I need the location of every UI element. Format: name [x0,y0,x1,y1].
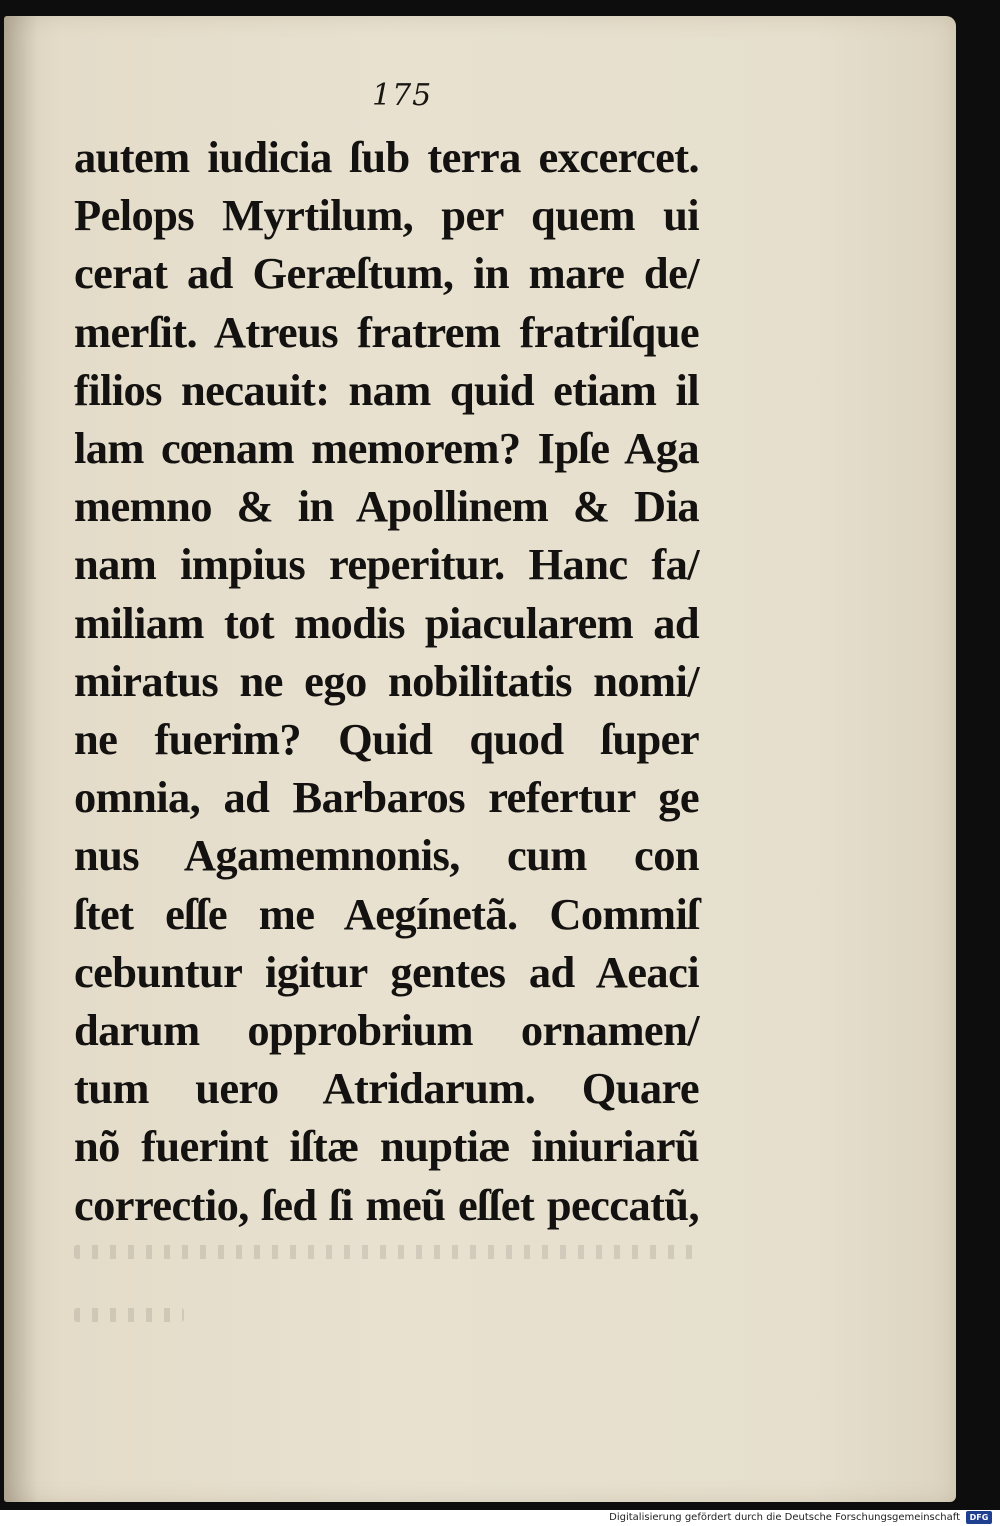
dfg-credit-text: Digitalisierung gefördert durch die Deutsche Forschungsgemeinschaft [609,1512,960,1523]
text-line-18: nõ fuerint iſtæ nuptiæ iniuriarũ [74,1121,699,1172]
text-line-12: omnia, ad Barbaros refertur ge [74,772,699,823]
text-line-8: nam impius reperitur. Hanc fa/ [74,539,699,590]
dfg-logo: DFG [966,1511,992,1524]
text-line-2: Pelops Myrtilum, per quem ui [74,190,699,241]
text-line-10: miratus ne ego nobilitatis nomi/ [74,655,699,706]
text-line-17: tum uero Atridarum. Quare [74,1063,699,1114]
text-line-6: lam cœnam memorem? Ipſe Aga [74,423,699,474]
page-number: 175 [372,78,433,113]
text-line-3: cerat ad Geræſtum, in mare de/ [74,248,699,299]
text-line-16: darum opprobrium ornamen/ [74,1005,699,1056]
spine-shadow [4,16,38,1502]
bleed-through-smudge [74,1308,184,1322]
text-line-19: correctio, ſed ſi meũ eſſet peccatũ, [74,1179,699,1230]
body-text [74,128,714,1234]
text-line-1: autem iudicia ſub terra excercet. [74,132,699,182]
text-line-15: cebuntur igitur gentes ad Aeaci [74,946,699,997]
text-line-13: nus Agamemnonis, cum con [74,830,699,881]
text-line-9: miliam tot modis piacularem ad [74,597,699,648]
text-line-4: merſit. Atreus fratrem fratriſque [74,306,699,357]
text-line-7: memno & in Apollinem & Dia [74,481,699,532]
text-line-14: ſtet eſſe me Aegínetã. Commiſ [74,888,699,939]
text-line-5: filios necauit: nam quid etiam il [74,364,699,415]
bleed-through-smudge [74,1245,694,1259]
text-line-11: ne fuerim? Quid quod ſuper [74,714,699,765]
